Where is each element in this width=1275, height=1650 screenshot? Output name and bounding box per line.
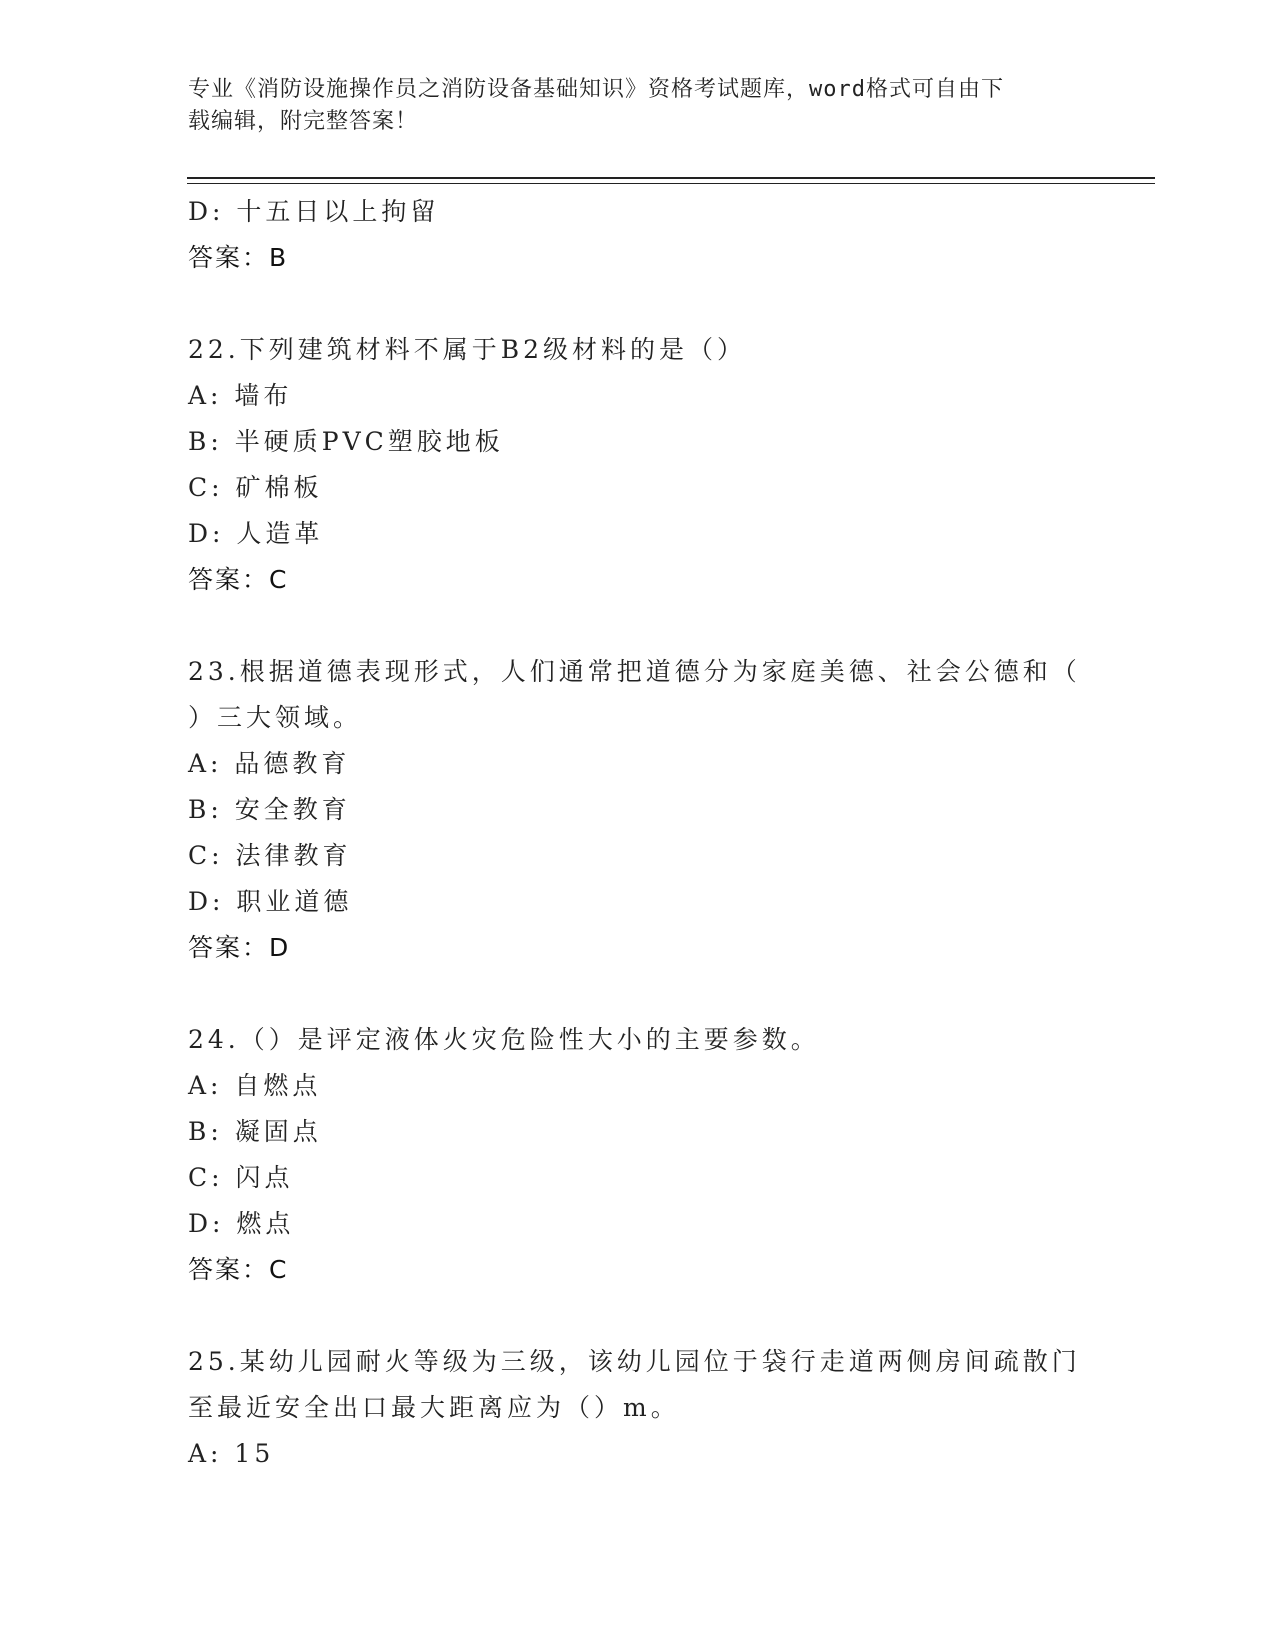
option-d: D: 燃点 — [188, 1209, 295, 1238]
option-a: A: 自燃点 — [188, 1071, 322, 1100]
option-c: C: 法律教育 — [188, 841, 352, 870]
answer: 答案：C — [188, 565, 289, 594]
option-a: A: 品德教育 — [188, 749, 351, 778]
document-header — [188, 74, 1068, 138]
question-stem: 24.（）是评定液体火灾危险性大小的主要参数。 — [188, 1025, 820, 1054]
question-stem-continued: 至最近安全出口最大距离应为（）m。 — [188, 1393, 680, 1422]
header-line-1: 专业《消防设施操作员之消防设备基础知识》资格考试题库，word格式可自由下 — [188, 77, 1004, 102]
question-24 — [188, 1017, 1088, 1293]
question-stem: 23.根据道德表现形式，人们通常把道德分为家庭美德、社会公德和（ — [188, 657, 1081, 686]
option-c: C: 闪点 — [188, 1163, 294, 1192]
option-c: C: 矿棉板 — [188, 473, 323, 502]
option-b: B: 凝固点 — [188, 1117, 322, 1146]
question-list — [188, 189, 1088, 1477]
question-stem: 22.下列建筑材料不属于B2级材料的是（） — [188, 335, 747, 364]
question-stem: 25.某幼儿园耐火等级为三级，该幼儿园位于袋行走道两侧房间疏散门 — [188, 1347, 1081, 1376]
header-line-2: 载编辑，附完整答案！ — [188, 109, 419, 134]
header-divider-thin — [187, 183, 1155, 184]
question-22 — [188, 327, 1088, 603]
option-b: B: 半硬质PVC塑胶地板 — [188, 427, 504, 456]
question-stem-continued: ）三大领域。 — [188, 703, 363, 732]
option-d: D: 人造革 — [188, 519, 324, 548]
question-25 — [188, 1339, 1088, 1477]
option-d: D: 职业道德 — [188, 887, 353, 916]
answer: 答案：C — [188, 1255, 289, 1284]
question-21-answer: 答案：B — [188, 243, 289, 272]
header-divider-thick — [187, 177, 1155, 179]
option-b: B: 安全教育 — [188, 795, 351, 824]
question-23 — [188, 649, 1088, 971]
option-a: A: 墙布 — [188, 381, 293, 410]
option-a: A: 15 — [188, 1439, 275, 1468]
question-21-option-d: D: 十五日以上拘留 — [188, 197, 440, 226]
answer: 答案：D — [188, 933, 291, 962]
